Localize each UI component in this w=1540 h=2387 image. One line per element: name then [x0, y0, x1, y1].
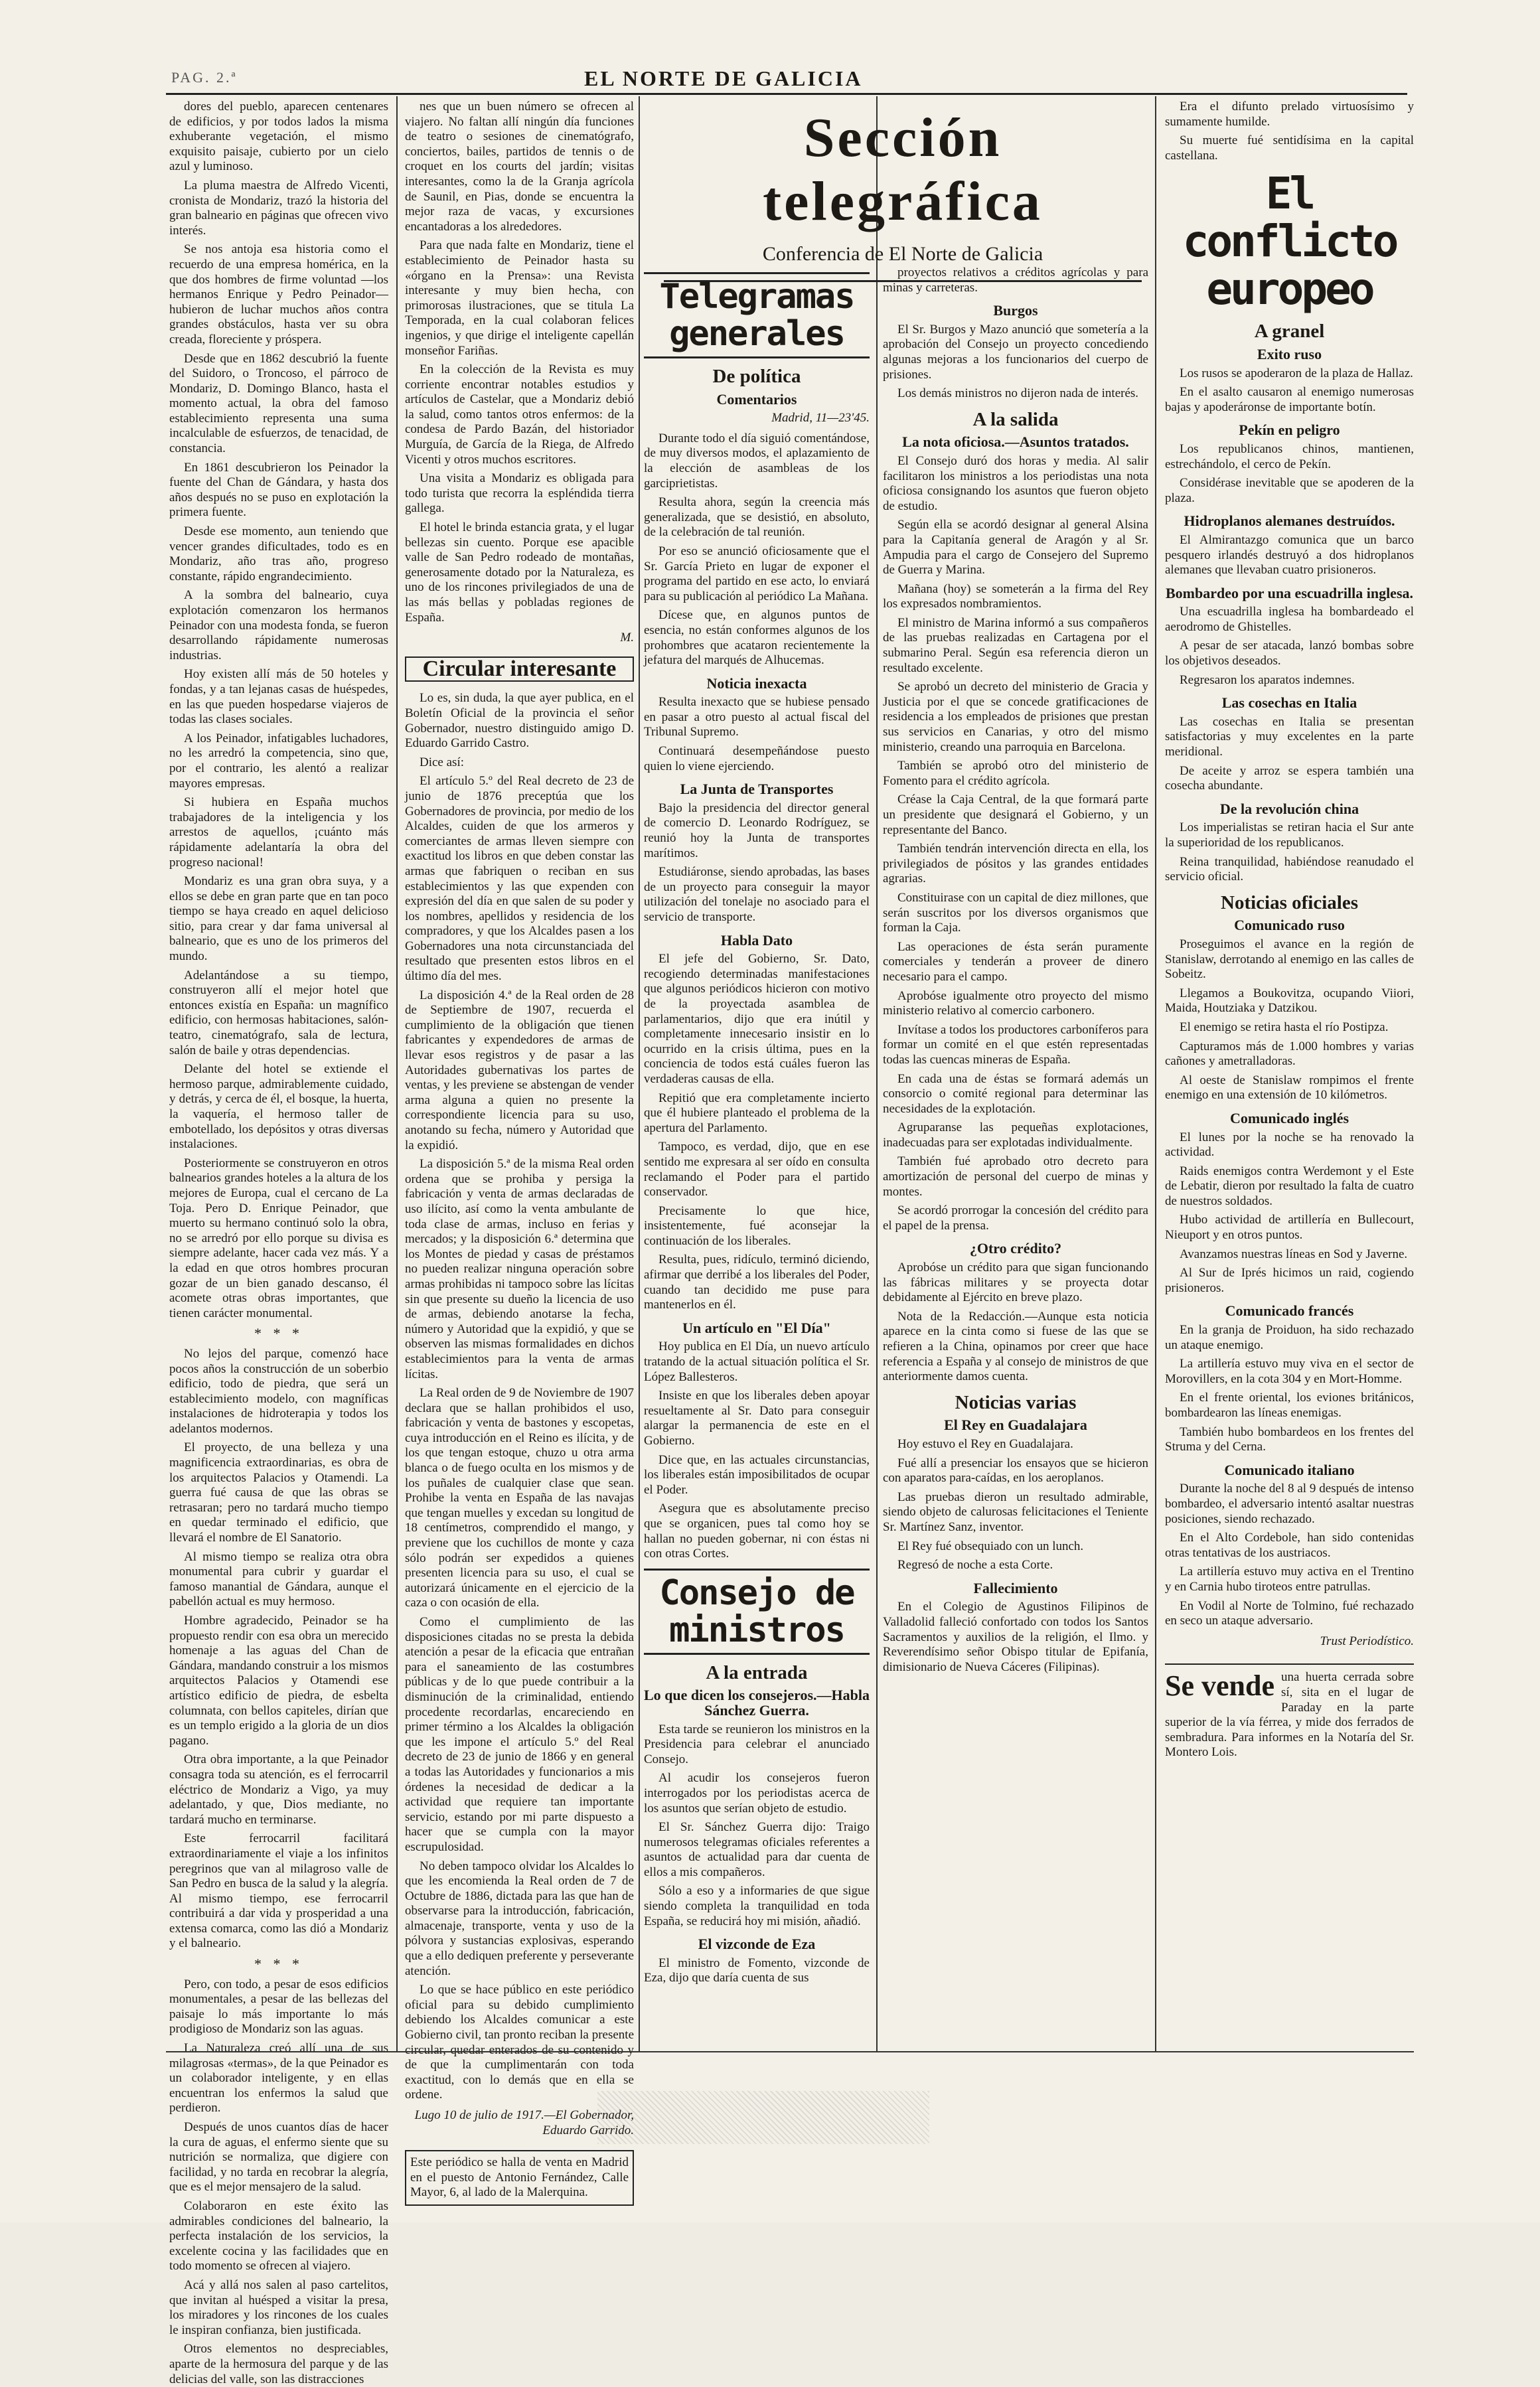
- paragraph: Se acordó prorrogar la concesión del crédito para el papel de la prensa.: [883, 1203, 1148, 1233]
- section-separator: * * *: [254, 1956, 303, 1973]
- frances-article: [1165, 1323, 1414, 1455]
- consejeros-heading: Lo que dicen los consejeros.—Habla Sánchez Guerra.: [644, 1687, 870, 1719]
- paragraph: Las cosechas en Italia se presentan satisfactorias y muy excelentes en la parte meridional.: [1165, 714, 1414, 759]
- pekin-article: [1165, 442, 1414, 506]
- politica-article: [644, 431, 870, 668]
- fallecimiento-heading: Fallecimiento: [973, 1579, 1058, 1596]
- paragraph: Bajo la presidencia del director general de comercio D. Leonardo Rodríguez, se reunió hoy la Junta de transportes marítimos.: [644, 801, 870, 860]
- paragraph: Al mismo tiempo se realiza otra obra monumental para cubrir y guardar el famoso manantial de Gándara, aunque el pabellón actual es muy hermoso.: [169, 1549, 388, 1609]
- paragraph: Resulta, pues, ridículo, terminó diciendo, afirmar que derribé a los liberales del Poder, cuando tan decidido me puse para mantenerlos en él.: [644, 1253, 870, 1312]
- paragraph: Sólo a eso y a informaries de que sigue siendo completa la tranquilidad en toda España, se reducirá hoy mi misión, añadió.: [644, 1884, 870, 1928]
- paragraph: En el Alto Cordebole, han sido contenidas otras tentativas de los austriacos.: [1165, 1531, 1414, 1560]
- paragraph: También fué aprobado otro decreto para amortización de personal del cuerpo de minas y montes.: [883, 1154, 1148, 1199]
- comentarios-heading: Comentarios: [716, 390, 797, 408]
- paragraph: Hombre agradecido, Peinador se ha propuesto rendir con esa obra un merecido homenaje a las aguas del Chan de Gándara, mandando construir a los mismos arquitectos Palacios y Otamendi ese artístico edificio de piedra, de esbelta columnata, con bellos capiteles, dirían que es un templo erigido a la gloria de un dios pagano.: [169, 1614, 388, 1748]
- paragraph: Colaboraron en este éxito las admirables condiciones del balneario, la perfecta instalación de los servicios, la excelente cocina y las facilidades que en todo momento se ofrecen al viajero.: [169, 2198, 388, 2273]
- paragraph: Estudiáronse, siendo aprobadas, las bases de un proyecto para conseguir la mayor utilización del tonelaje no asociado para el servicio de transporte.: [644, 865, 870, 924]
- paragraph: Repitió que era completamente incierto que él hubiere planteado el problema de la apertura del Parlamento.: [644, 1091, 870, 1135]
- otro-credito-heading: ¿Otro crédito?: [969, 1240, 1062, 1257]
- paragraph: Una escuadrilla inglesa ha bombardeado el aerodromo de Ghistelles.: [1165, 605, 1414, 634]
- paragraph: En cada una de éstas se formará además un consorcio o comité regional para determinar las necesidades de la explotación.: [883, 1071, 1148, 1116]
- dato-article: [644, 952, 870, 1313]
- fallecimiento-article: [883, 1600, 1148, 1675]
- paragraph: Hoy estuvo el Rey en Guadalajara.: [897, 1436, 1073, 1451]
- nota-heading: La nota oficiosa.—Asuntos tratados.: [902, 433, 1129, 451]
- oficiales-heading: Noticias oficiales: [1221, 891, 1358, 913]
- eza-article: [644, 1956, 870, 1986]
- paragraph: Este ferrocarril facilitará extraordinariamente el viaje a los infinitos peregrinos que van al milagroso valle de San Pedro en busca de la salud y la alegría. Al mismo tiempo, ese ferrocarril contribuirá a dar vida y prosperidad a una extensa comarca, como las dió a Mondariz y el balneario.: [169, 1831, 388, 1951]
- paragraph: En Vodil al Norte de Tolmino, fué rechazado en seco un ataque adversario.: [1165, 1598, 1414, 1628]
- articulo-heading: Un artículo en "El Día": [682, 1319, 831, 1336]
- paragraph: Llegamos a Boukovitza, ocupando Viiori, Maida, Houtziaka y Datzikou.: [1165, 986, 1414, 1016]
- ingles-heading: Comunicado inglés: [1229, 1109, 1349, 1126]
- paragraph: El lunes por la noche se ha renovado la actividad.: [1165, 1130, 1414, 1160]
- dato-heading: Habla Dato: [720, 931, 793, 949]
- exito-article: [1165, 366, 1414, 416]
- paragraph: Dícese que, en algunos puntos de esencia, no están conformes algunos de los prohombres que acataron recientemente la jefatura del marqués de Alhucemas.: [644, 608, 870, 668]
- paragraph: Las pruebas dieron un resultado admirable, siendo objeto de calurosas felicitaciones el Teniente Sr. Martínez Sanz, inventor.: [883, 1490, 1148, 1534]
- paragraph: Durante la noche del 8 al 9 después de intenso bombardeo, el adversario intentó asaltar nuestras posiciones, siendo rechazado.: [1165, 1482, 1414, 1526]
- paragraph: En el asalto causaron al enemigo numerosas bajas y apoderáronse de importante botín.: [1165, 385, 1414, 414]
- paragraph: El jefe del Gobierno, Sr. Dato, recogiendo determinadas manifestaciones que algunos periódicos hicieron con motivo de la proyectada asamblea de parlamentarios, dijo que era inútil y completamente innecesario insistir en lo ocurrido en la crisis última, pues en la conciencia de todos está cuáles fueron las verdaderas causas de ella.: [644, 952, 870, 1086]
- paragraph: Continuará desempeñándose puesto quien lo viene ejerciendo.: [644, 744, 870, 773]
- consejo-heading: Consejo de ministros: [644, 1569, 870, 1655]
- se-vende-text: una huerta cerrada sobre sí, sita en el lugar de Paraday en la parte superior de la vía férrea, y mide dos ferrados de sembradura. Para informes en la Notaría del Sr. Montero Lois.: [1165, 1670, 1414, 1760]
- paragraph: Resulta ahora, según la creencia más generalizada, que se desistió, en absoluto, de la celebración de tal reunión.: [644, 495, 870, 540]
- bottom-rule: [166, 2051, 1414, 2052]
- mondariz-article-part1: [169, 100, 388, 1321]
- paragraph: La Naturaleza creó allí una de sus milagrosas «termas», de la que Peinador es un colaborador inteligente, y en ellas encuentran los enfermos la salud que perdieron.: [169, 2041, 388, 2116]
- paragraph: Los imperialistas se retiran hacia el Sur ante la superioridad de los republicanos.: [1165, 820, 1414, 850]
- paragraph: Capturamos más de 1.000 hombres y varias cañones y ametralladoras.: [1165, 1039, 1414, 1069]
- paragraph: Al oeste de Stanislaw rompimos el frente enemigo en una extensión de 10 kilómetros.: [1165, 1073, 1414, 1103]
- paragraph: A los Peinador, infatigables luchadores, no les arredró la competencia, sino que, por el contrario, les alentó a realizar mayores empresas.: [169, 731, 388, 791]
- paragraph: En el Colegio de Agustinos Filipinos de Valladolid falleció confortado con todos los Santos Sacramentos y auxilios de la religión, el Ilmo. y Reverendísimo señor Obispo titular de Epifanía, dimisionario de Nueva Cáceres (Filipinas).: [883, 1600, 1148, 1674]
- paragraph: Según ella se acordó designar al general Alsina para la Capitanía general de Aragón y al Sr. Ampudia para el cargo de Consejero del Supremo de Guerra y Marina.: [883, 518, 1148, 578]
- otro-credito-article: [883, 1261, 1148, 1385]
- column-2: [405, 100, 634, 2200]
- cosechas-article: [1165, 715, 1414, 794]
- exito-heading: Exito ruso: [1257, 345, 1322, 362]
- paragraph: Hoy existen allí más de 50 hoteles y fondas, y a tan lejanas casas de huéspedes, en las que pueden hospedarse viajeros de todas las clases sociales.: [169, 667, 388, 727]
- column-1: [169, 100, 388, 2386]
- paragraph: El ministro de Fomento, vizconde de Eza, dijo que daría cuenta de sus: [644, 1956, 870, 1985]
- noticia-article: [644, 695, 870, 774]
- dateline: Madrid, 11—23'45.: [771, 411, 870, 425]
- ruso-article: [1165, 937, 1414, 1103]
- pekin-heading: Pekín en peligro: [1239, 422, 1340, 439]
- paragraph: A pesar de ser atacada, lanzó bombas sobre los objetivos deseados.: [1165, 639, 1414, 668]
- paragraph: Si hubiera en España muchos trabajadores de la inteligencia y los arrestos de aquellos, ¡cuánto más rápidamente adelantaría la obra del progreso nacional!: [169, 795, 388, 870]
- circular-heading: Circular interesante: [405, 656, 634, 682]
- junta-article: [644, 801, 870, 925]
- ingles-article: [1165, 1130, 1414, 1296]
- paragraph: Invítase a todos los productores carboníferos para formar un comité en el que estén representadas todas las cuencas mineras de España.: [883, 1022, 1148, 1067]
- paragraph: Al Sur de Iprés hicimos un raid, cogiendo prisioneros.: [1165, 1266, 1414, 1295]
- eza-heading: El vizconde de Eza: [698, 1936, 816, 1953]
- paragraph: Reina tranquilidad, habiéndose reanudado el servicio oficial.: [1165, 854, 1414, 884]
- paragraph: La pluma maestra de Alfredo Vicenti, cronista de Mondariz, trazó la historia del gran balneario en páginas que ofrecen vivo interés.: [169, 178, 388, 238]
- telegraph-section-header: [664, 106, 1142, 282]
- column-rule: [1155, 96, 1156, 2051]
- paragraph: Como el cumplimiento de las disposiciones citadas no se presta la debida atención a pesar de la eficacia que entrañan para el saneamiento de las costumbres públicas y de lo que puede contribuir a la disminución de la criminalidad, entiendo procedente recordarlas, encareciendo en primer término a los Alcaldes la obligación que les impone el artículo 5.º del Real decreto de 23 de junio de 1866 y en general a todas las Autoridades y funcionarios a mis órdenes la necesidad de dedicar a la actividad que requiere tan importante servicio, estando por mi parte dispuesto a hacer que se cumpla con la mayor escrupulosidad.: [405, 1615, 634, 1854]
- paragraph: La disposición 5.ª de la misma Real orden ordena que se prohiba y persiga la fabricación y venta de armas declaradas de uso ilícito, así como la venta ambulante de toda clase de armas, incluso en ferias y mercados; y la disposición 6.ª determina que los Montes de piedad y casas de préstamos no pueden realizar ninguna operación sobre armas prohibidas ni tampoco sobre las lícitas sin que presente su dueño la licencia de uso de armas, debiendo anotarse la fecha, número y Autoridad que la expidió, y que se observen las mismas formalidades en dichos establecimientos para la venta de armas lícitas.: [405, 1157, 634, 1381]
- paragraph: En la granja de Proiduon, ha sido rechazado un ataque enemigo.: [1165, 1323, 1414, 1352]
- paragraph: Proseguimos el avance en la región de Stanislaw, derrotando al enemigo en las calles de Sobeitz.: [1165, 937, 1414, 982]
- column-3: [644, 266, 870, 2048]
- paragraph: En la colección de la Revista es muy corriente encontrar notables estudios y artículos de Castelar, que a Mondariz debió la salud, como tantos otros enfermos: de la condesa de Pardo Bazán, del historiador Murguía, de García de la Riega, de Alfredo Vicenti y otros muchos escritores.: [405, 362, 634, 467]
- paragraph: No lejos del parque, comenzó hace pocos años la construcción de un soberbio edificio, todo de piedra, que será un establecimiento modelo, con magníficas instalaciones de hidroterapia y todos los adelantos modernos.: [169, 1346, 388, 1436]
- paragraph: Desde ese momento, aun teniendo que vencer grandes dificultades, todo es en Mondariz, año tras año, progreso constante, rápido engrandecimiento.: [169, 524, 388, 583]
- paragraph: La artillería estuvo muy activa en el Trentino y en Carnia hubo tiroteos entre patrullas.: [1165, 1565, 1414, 1594]
- se-vende-title: Se vende: [1165, 1669, 1274, 1703]
- rey-article: [883, 1437, 1148, 1573]
- paragraph: Precisamente lo que hice, insistentemente, fué aconsejar la continuación de los liberales.: [644, 1203, 870, 1248]
- trust-signature: Trust Periodístico.: [1320, 1634, 1414, 1648]
- mondariz-article-part3: [169, 1977, 388, 2387]
- burgos-heading: Burgos: [993, 302, 1038, 319]
- paragraph: También hubo bombardeos en los frentes del Struma y del Cerna.: [1165, 1424, 1414, 1454]
- paragraph: A la sombra del balneario, cuya explotación comenzaron los hermanos Peinador con una modesta fonda, se fueron desarrollando rápidamente numerosas industrias.: [169, 588, 388, 662]
- rey-heading: El Rey en Guadalajara: [944, 1417, 1087, 1434]
- junta-heading: La Junta de Transportes: [680, 781, 834, 798]
- granel-heading: A granel: [1254, 321, 1325, 343]
- paragraph: El Rey fué obsequiado con un lunch.: [897, 1539, 1084, 1553]
- paragraph: Mondariz es una gran obra suya, y a ellos se debe en gran parte que en tan poco tiempo se haya creado en aquel delicioso sitio, para crear y dar fama universal al balneario, que es uno de los primeros del mundo.: [169, 874, 388, 964]
- column-rule: [639, 96, 640, 2051]
- paragraph: Insiste en que los liberales deben apoyar resueltamente al Sr. Dato para conseguir alargar la permanencia de este en el Gobierno.: [644, 1389, 870, 1448]
- paragraph: Dice así:: [420, 755, 465, 769]
- paragraph: Adelantándose a su tiempo, construyeron allí el mejor hotel que entonces existía en España: un magnífico edificio, con hermosas habitaciones, salón-teatro, cinematógrafo, sala de lectura, salón de baile y otras dependencias.: [169, 968, 388, 1057]
- telegramas-heading: Telegramas generales: [644, 272, 870, 358]
- frances-heading: Comunicado francés: [1225, 1302, 1354, 1320]
- paragraph: Después de unos cuantos días de hacer la cura de aguas, el enfermo siente que su nutrición se normaliza, que digiere con facilidad, y no tarda en recobrar la alegría, que es el mejor mensajero de la salud.: [169, 2120, 388, 2194]
- telegraph-subtitle: Conferencia de El Norte de Galicia: [762, 243, 1043, 265]
- article-signature: M.: [620, 631, 634, 645]
- paragraph: Se nos antoja esa historia como el recuerdo de una empresa homérica, en la que dos hombres de firme voluntad —los hermanos Enrique y Pedro Peinador— hubieron de luchar muchos años contra grandes obstáculos, hasta ver su obra creada, floreciente y próspera.: [169, 242, 388, 346]
- burgos-article: [883, 323, 1148, 402]
- italiano-heading: Comunicado italiano: [1224, 1461, 1355, 1478]
- telegraph-title: Sección telegráfica: [763, 107, 1043, 232]
- paragraph: Constituirase con un capital de diez millones, que serán suscritos por los diversos organismos que forman la Caja.: [883, 890, 1148, 935]
- paragraph: El proyecto, de una belleza y una magnificencia extraordinarias, es obra de los arquitectos Palacios y Otamendi. La guerra fué causa de que las obras se retrasaran; pero no tardará mucho tiempo en quedar terminado el edificio, que llevará el nombre de El Sanatorio.: [169, 1440, 388, 1545]
- paragraph: Nota de la Redacción.—Aunque esta noticia aparece en la cinta como si fuese de las que se refieren a la China, opinamos por creer que hace referencia a España y al consejo de ministros de que anteriormente damos cuenta.: [883, 1309, 1148, 1384]
- paragraph: El hotel le brinda estancia grata, y el lugar bellezas sin cuento. Porque ese apacible valle de San Pedro rodeado de montañas, generosamente dotado por la Naturaleza, es uno de los rincones privilegiados de una de las más bellas y pobladas regiones de España.: [405, 520, 634, 625]
- paragraph: La Real orden de 9 de Noviembre de 1907 declara que se hallan prohibidos el uso, fabricación y venta de bastones y escopetas, cuya introducción en el Reino es ilícita, y de los que tengan estoque, chuzo u otra arma blanca o de fuego oculta en los mismos y de los puñales de cualquier clase que sean. Prohibe la venta en España de las navajas que tengan muelles y excedan su longitud de 18 centímetros, comprendido el mango, y previene que los cuchillos de monte y caza sólo podrán ser expedidos a quienes presenten licencia para su uso, el cual se autorizará únicamente en el ejercicio de la caza o con ocasión de ella.: [405, 1386, 634, 1610]
- paragraph: Por eso se anunció oficiosamente que el Sr. García Prieto en lugar de exponer el programa del partido en ese acto, lo enviará para su publicación al periódico La Mañana.: [644, 544, 870, 603]
- paragraph: Una visita a Mondariz es obligada para todo turista que recorra la espléndida tierra gallega.: [405, 471, 634, 516]
- paragraph: Delante del hotel se extiende el hermoso parque, admirablemente cuidado, y detrás, y cerca de él, el bosque, la huerta, la vaquería, el hermoso taller de embotellado, los depósitos y otras diversas instalaciones.: [169, 1062, 388, 1152]
- paragraph: Durante todo el día siguió comentándose, de muy diversos modos, el aplazamiento de la elección de asambleas de los garciprietistas.: [644, 431, 870, 491]
- paragraph: El Almirantazgo comunica que un barco pesquero irlandés destruyó a dos hidroplanos alemanes que llevaban cuatro prisioneros.: [1165, 532, 1414, 578]
- paragraph: Desde que en 1862 descubrió la fuente del Suidoro, o Troncoso, el párroco de Mondariz, D. Domingo Blanco, hasta el momento actual, la obra del famoso establecimiento representa una suma incalculable de esfuerzos, de tenacidad, de constancia.: [169, 351, 388, 456]
- hidroplanos-heading: Hidroplanos alemanes destruídos.: [1184, 512, 1395, 530]
- bombardeo-heading: Bombardeo por una escuadrilla inglesa.: [1165, 584, 1414, 601]
- paragraph: Esta tarde se reunieron los ministros en la Presidencia para celebrar el anunciado Consejo.: [644, 1722, 870, 1766]
- paragraph: Aprobóse igualmente otro proyecto del mismo ministerio relativo al comercio carbonero.: [883, 988, 1148, 1018]
- paragraph: Mañana (hoy) se someterán a la firma del Rey los expresados nombramientos.: [883, 581, 1148, 611]
- mondariz-article-part2: [169, 1347, 388, 1952]
- paragraph: Los rusos se apoderaron de la plaza de Hallaz.: [1180, 366, 1413, 380]
- noticia-heading: Noticia inexacta: [706, 674, 807, 692]
- paragraph: La artillería estuvo muy viva en el sector de Morovillers, en la cota 304 y en Mort-Homme.: [1165, 1357, 1414, 1386]
- column-4: [883, 266, 1148, 2048]
- politica-heading: De política: [712, 366, 801, 387]
- paragraph: No deben tampoco olvidar los Alcaldes lo que les encomienda la Real orden de 7 de Octubre de 1886, dictada para las que han de observarse para la introducción, fabricación, almacenaje, transporte, venta y uso de la pólvora y sustancias explosivas, esperando que a ello dediquen preferente y perseverante atención.: [405, 1859, 634, 1978]
- paragraph: Tampoco, es verdad, dijo, que en ese sentido me expresara al ser oído en consulta reclamando el Poder para el partido conservador.: [644, 1140, 870, 1199]
- paragraph: Al acudir los consejeros fueron interrogados por los periodistas acerca de los asuntos que serían objeto de estudio.: [644, 1771, 870, 1815]
- circular-date: Lugo 10 de julio de 1917.—El Gobernador, Eduardo Garrido.: [414, 2108, 634, 2137]
- salida-heading: A la salida: [972, 408, 1059, 430]
- paragraph: Raids enemigos contra Werdemont y el Este de Lebatir, dieron por resultado la falta de cuatro de nuestros soldados.: [1165, 1164, 1414, 1208]
- page-number: PAG. 2.ª: [171, 69, 238, 86]
- paragraph: La disposición 4.ª de la Real orden de 28 de Septiembre de 1907, recuerda el cumplimiento de la obligación que tienen fabricantes y expendedores de armas de llevar esos registros y de pasar a las Autoridades gubernativas los partes de ventas, y les previene se abstengan de vender arma alguna a quien no presente la correspondiente licencia para su uso, anotando su fecha, número y Autoridad que la expidió.: [405, 988, 634, 1152]
- obituary-continuation: [1165, 100, 1414, 163]
- paragraph: Avanzamos nuestras líneas en Sod y Javerne.: [1180, 1247, 1408, 1261]
- paragraph: También se aprobó otro del ministerio de Fomento para el crédito agrícola.: [883, 759, 1148, 788]
- paragraph: El ministro de Marina informó a sus compañeros de las pruebas realizadas en Cartagena por el submarino Peral. Según esa referencia dieron un resultado excelente.: [883, 615, 1148, 675]
- hidroplanos-article: [1165, 533, 1414, 578]
- section-separator: * * *: [254, 1325, 303, 1342]
- paragraph: También tendrán intervención directa en ella, los privilegiados de pósitos y las grandes entidades agrarias.: [883, 842, 1148, 886]
- paragraph: El Sr. Burgos y Mazo anunció que sometería a la aprobación del Consejo un proyecto concediendo algunas mejoras a los funcionarios del cuerpo de prisiones.: [883, 322, 1148, 382]
- paragraph: Pero, con todo, a pesar de esos edificios monumentales, a pesar de las bellezas del paisaje lo más importante lo más prodigioso de Mondariz son las aguas.: [169, 1977, 388, 2037]
- paragraph: Acá y allá nos salen al paso cartelitos, que invitan al huésped a visitar la presa, los miradores y los rincones de los cuales le inspiran confianza, bien justificada.: [169, 2277, 388, 2337]
- articulo-article: [644, 1340, 870, 1561]
- italiano-article: [1165, 1482, 1414, 1628]
- paragraph: Aprobóse un crédito para que sigan funcionando las fábricas militares y se proyecta dotar debidamente al Ejército en breve plazo.: [883, 1261, 1148, 1305]
- paragraph: El Consejo duró dos horas y media. Al salir facilitaron los ministros a los periodistas una nota oficiosa consignando los asuntos que fueron objeto de estudio.: [883, 453, 1148, 513]
- paragraph: Hoy publica en El Día, un nuevo artículo tratando de la actual situación política el Sr. López Ballesteros.: [644, 1340, 870, 1384]
- paragraph: Agruparanse las pequeñas explotaciones, inadecuadas para ser explotadas individualmente.: [883, 1120, 1148, 1150]
- conflicto-heading: El conflicto europeo: [1182, 168, 1397, 315]
- paragraph: Para que nada falte en Mondariz, tiene el establecimiento de Peinador hasta su «órgano en la Prensa»: una Revista interesante y muy bien hecha, con primorosas ilustraciones, que se titula La Temporada, en la cual colaboran felices ingenios, y que dirige el inteligente capellán monseñor Fariñas.: [405, 238, 634, 358]
- column-rule: [396, 96, 398, 2051]
- paragraph: El Sr. Sánchez Guerra dijo: Traigo numerosos telegramas oficiales referentes a asuntos de actualidad para dar cuenta de ellos a mis compañeros.: [644, 1820, 870, 1879]
- cosechas-heading: Las cosechas en Italia: [1221, 694, 1357, 712]
- mondariz-article-continuation: [405, 100, 634, 625]
- paragraph: Resulta inexacto que se hubiese pensado en pasar a otro puesto al actual fiscal del Tribunal Supremo.: [644, 695, 870, 739]
- column-rule: [876, 96, 878, 2051]
- paragraph: proyectos relativos a créditos agrícolas y para minas y carreteras.: [883, 266, 1148, 295]
- eza-continuation: [883, 266, 1148, 295]
- paragraph: Los demás ministros no dijeron nada de interés.: [897, 386, 1139, 401]
- paragraph: De aceite y arroz se espera también una cosecha abundante.: [1165, 763, 1414, 793]
- paragraph: Fué allí a presenciar los ensayos que se hicieron con aparatos para-caídas, en los aeroplanos.: [883, 1456, 1148, 1486]
- paragraph: nes que un buen número se ofrecen al viajero. No faltan allí ningún día funciones de teatro o sesiones de cinematógrafo, conciertos, bailes, partidos de tennis o de croquet en los courts del jardín; visitas interesantes, como la de la Granja agrícola de Saunil, en Pias, donde se encuentra la mejor raza de vacas, y excursiones encantadoras a los alrededores.: [405, 100, 634, 234]
- paragraph: Posteriormente se construyeron en otros balnearios grandes hoteles a la altura de los mejores de Europa, cual el cercano de La Toja. Pero D. Enrique Peinador, que muerto su hermano continuó solo la obra, no se arredró por ello porque su divisa es siempre adelante, hacer cada vez más. Y a la edad en que otros hombres procuran gozar de un bien ganado descanso, él acomete otras obras importantes, que tienen carácter monumental.: [169, 1156, 388, 1320]
- paragraph: Lo que se hace público en este periódico oficial para su debido cumplimiento debiendo los Alcaldes comunicar a este Gobierno civil, tan pronto reciban la presente circular, quedar enterados de su contenido y de que la cumplimentarán con toda exactitud, con lo demás que en ella se ordene.: [405, 1983, 634, 2102]
- print-smudge: [597, 2091, 929, 2144]
- paragraph: Lo es, sin duda, la que ayer publica, en el Boletín Oficial de la provincia el señor Gobernador, nuestro distinguido amigo D. Eduardo Garrido Castro.: [405, 691, 634, 751]
- paragraph: Asegura que es absolutamente preciso que se organicen, pues tal como hoy se hallan no pueden gobernar, ni con éstas ni con otras Cortes.: [644, 1502, 870, 1561]
- circular-article: [405, 691, 634, 2103]
- paragraph: Créase la Caja Central, de la que formará parte un presidente que designará el Gobierno, y un representante del Banco.: [883, 793, 1148, 837]
- entrada-article: [644, 1723, 870, 1930]
- sale-notice-box: Este periódico se halla de venta en Madrid en el puesto de Antonio Fernández, Calle Mayor, 6, al lado de la Malerquina.: [405, 2150, 634, 2206]
- paragraph: En el frente oriental, los eviones británicos, bombardearon las líneas enemigas.: [1165, 1391, 1414, 1420]
- noticias-varias-heading: Noticias varias: [955, 1391, 1077, 1413]
- paragraph: El enemigo se retira hasta el río Postipza.: [1180, 1020, 1389, 1034]
- entrada-heading: A la entrada: [706, 1661, 808, 1683]
- paragraph: Otra obra importante, a la que Peinador consagra toda su atención, es el ferrocarril eléctrico de Mondariz a Vigo, ya muy adelantado, y que, Dios mediante, no tardará mucho en terminarse.: [169, 1752, 388, 1827]
- paragraph: Era el difunto prelado virtuosísimo y sumamente humilde.: [1165, 100, 1414, 129]
- column-5: [1165, 100, 1414, 2048]
- paragraph: Considérase inevitable que se apoderen de la plaza.: [1165, 476, 1414, 505]
- paragraph: Regresó de noche a esta Corte.: [897, 1558, 1053, 1573]
- ruso-heading: Comunicado ruso: [1234, 917, 1345, 934]
- revolucion-heading: De la revolución china: [1219, 800, 1359, 817]
- masthead: EL NORTE DE GALICIA: [584, 66, 863, 90]
- bombardeo-article: [1165, 605, 1414, 688]
- paragraph: En 1861 descubrieron los Peinador la fuente del Chan de Gándara, y hasta dos años después no se puso en explotación la primera fuente.: [169, 460, 388, 520]
- paragraph: Regresaron los aparatos indemnes.: [1180, 672, 1355, 687]
- paragraph: Su muerte fué sentidísima en la capital castellana.: [1165, 133, 1414, 163]
- se-vende-ad: [1165, 1663, 1414, 1760]
- paragraph: Se aprobó un decreto del ministerio de Gracia y Justicia por el que se concede gratificaciones de residencia a los empleados de prisiones que prestan sus servicios en Canarias, y otro del mismo ministerio, creando una parroquia en Barcelona.: [883, 680, 1148, 754]
- paragraph: El artículo 5.º del Real decreto de 23 de junio de 1876 preceptúa que los Gobernadores de provincia, por medio de los Alcaldes, cuiden de que los armeros y comerciantes de armas lleven siempre con exactitud los libros en que deben constar las armas que fabriquen o reciban en sus establecimientos y las que expenden con expresión del día en que salen de su poder y los nombres, apellidos y residencia de los compradores, y que los Alcaldes pasen a los Gobernadores una nota circunstanciada del resultado que presenten estos libros en el último día del mes.: [405, 774, 634, 984]
- paragraph: dores del pueblo, aparecen centenares de edificios, y por todos lados la misma exhuberante vegetación, el mismo exquisito paisaje, cubierto por un cielo azul y luminoso.: [169, 100, 388, 174]
- paragraph: Los republicanos chinos, mantienen, estrechándolo, el cerco de Pekín.: [1165, 441, 1414, 471]
- top-rule: [166, 93, 1407, 95]
- salida-article: [883, 454, 1148, 1234]
- paragraph: Las operaciones de ésta serán puramente comerciales y tenderán a proveer de dinero necesario para el campo.: [883, 939, 1148, 984]
- paragraph: Otros elementos no despreciables, aparte de la hermosura del parque y de las delicias del valle, son las distracciones: [169, 2342, 388, 2386]
- revolucion-article: [1165, 820, 1414, 884]
- paragraph: Hubo actividad de artillería en Bullecourt, Nieuport y en otros puntos.: [1165, 1213, 1414, 1243]
- paragraph: Dice que, en las actuales circunstancias, los liberales están imposibilitados de ocupar el Poder.: [644, 1452, 870, 1497]
